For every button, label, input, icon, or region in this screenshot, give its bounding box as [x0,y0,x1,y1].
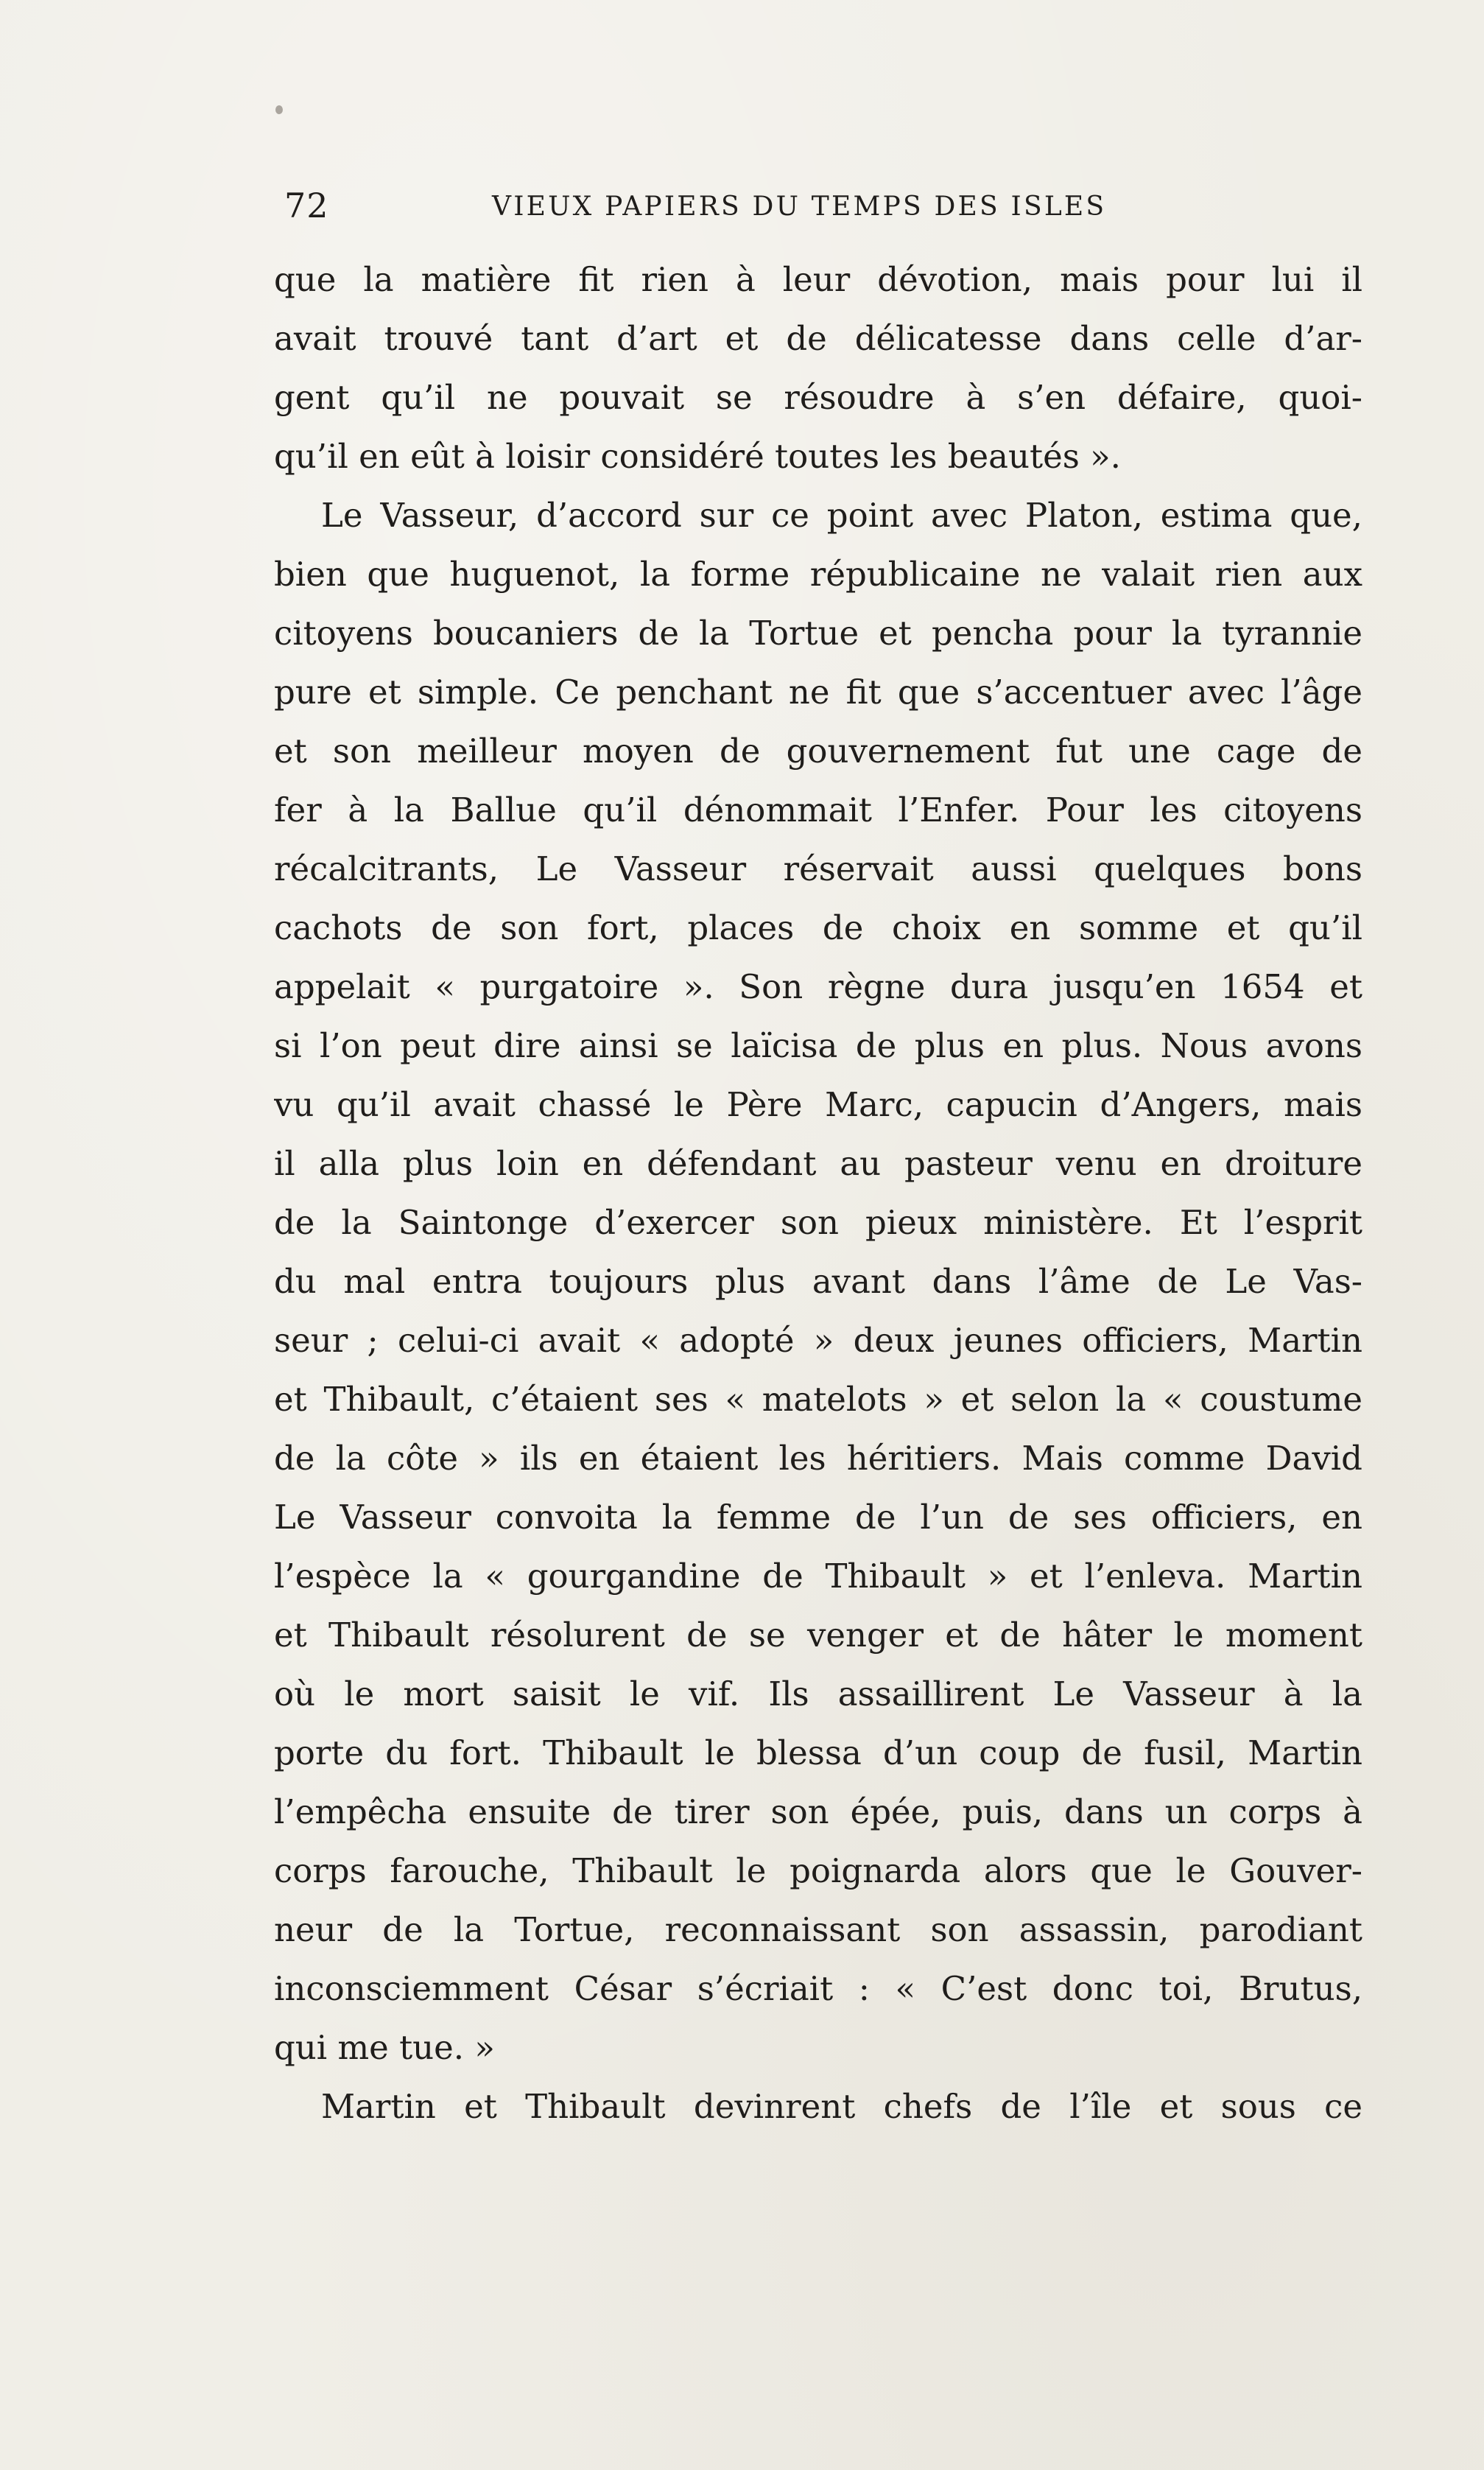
text-line: qui me tue. » [274,2028,495,2067]
text-line: cachots de son fort, places de choix en somme et qu’il [274,908,1362,947]
text-line: de la côte » ils en étaient les héritiers. Mais comme David [274,1439,1362,1478]
body-text [274,250,1362,2136]
text-line: appelait « purgatoire ». Son règne dura jusqu’en 1654 et [274,967,1362,1006]
text-line: citoyens boucaniers de la Tortue et pencha pour la tyrannie [274,614,1362,653]
text-line: l’empêcha ensuite de tirer son épée, puis, dans un corps à [274,1792,1362,1831]
text-line: du mal entra toujours plus avant dans l’âme de Le Vas- [274,1262,1362,1301]
text-line: seur ; celui-ci avait « adopté » deux jeunes officiers, Martin [274,1321,1362,1360]
text-line: si l’on peut dire ainsi se laïcisa de plus en plus. Nous avons [274,1026,1362,1065]
text-line: bien que huguenot, la forme républicaine ne valait rien aux [274,555,1362,594]
text-line: Le Vasseur, d’accord sur ce point avec Platon, estima que, [321,496,1362,535]
text-line: Le Vasseur convoita la femme de l’un de ses officiers, en [274,1498,1362,1537]
text-line: fer à la Ballue qu’il dénommait l’Enfer. Pour les citoyens [274,790,1362,829]
text-line: et Thibault résolurent de se venger et de hâter le moment [274,1615,1362,1655]
running-header [284,183,1363,227]
text-line: avait trouvé tant d’art et de délicatesse dans celle d’ar- [274,319,1362,358]
text-line: porte du fort. Thibault le blessa d’un coup de fusil, Martin [274,1733,1362,1772]
text-line: gent qu’il ne pouvait se résoudre à s’en défaire, quoi- [274,378,1362,417]
text-line: pure et simple. Ce penchant ne fit que s’accentuer avec l’âge [274,673,1362,712]
text-line: l’espèce la « gourgandine de Thibault » et l’enleva. Martin [274,1557,1362,1596]
text-line: récalcitrants, Le Vasseur réservait aussi quelques bons [274,849,1362,888]
text-line: qu’il en eût à loisir considéré toutes les beautés ». [274,437,1121,476]
running-title: VIEUX PAPIERS DU TEMPS DES ISLES [492,192,1107,222]
text-line: vu qu’il avait chassé le Père Marc, capucin d’Angers, mais [274,1085,1362,1124]
text-line: inconsciemment César s’écriait : « C’est donc toi, Brutus, [274,1969,1362,2008]
text-line: de la Saintonge d’exercer son pieux ministère. Et l’esprit [274,1203,1362,1242]
page-number: 72 [284,186,329,225]
text-line: où le mort saisit le vif. Ils assaillirent Le Vasseur à la [274,1674,1362,1713]
text-line: Martin et Thibault devinrent chefs de l’île et sous ce [321,2087,1362,2126]
text-line: que la matière fit rien à leur dévotion, mais pour lui il [274,260,1362,299]
ink-speck [275,105,283,114]
text-line: et son meilleur moyen de gouvernement fut une cage de [274,731,1362,771]
text-line: et Thibault, c’étaient ses « matelots » et selon la « coustume [274,1380,1362,1419]
text-line: il alla plus loin en défendant au pasteur venu en droiture [274,1144,1362,1183]
text-line: corps farouche, Thibault le poignarda alors que le Gouver- [274,1851,1362,1890]
text-line: neur de la Tortue, reconnaissant son assassin, parodiant [274,1910,1362,1949]
